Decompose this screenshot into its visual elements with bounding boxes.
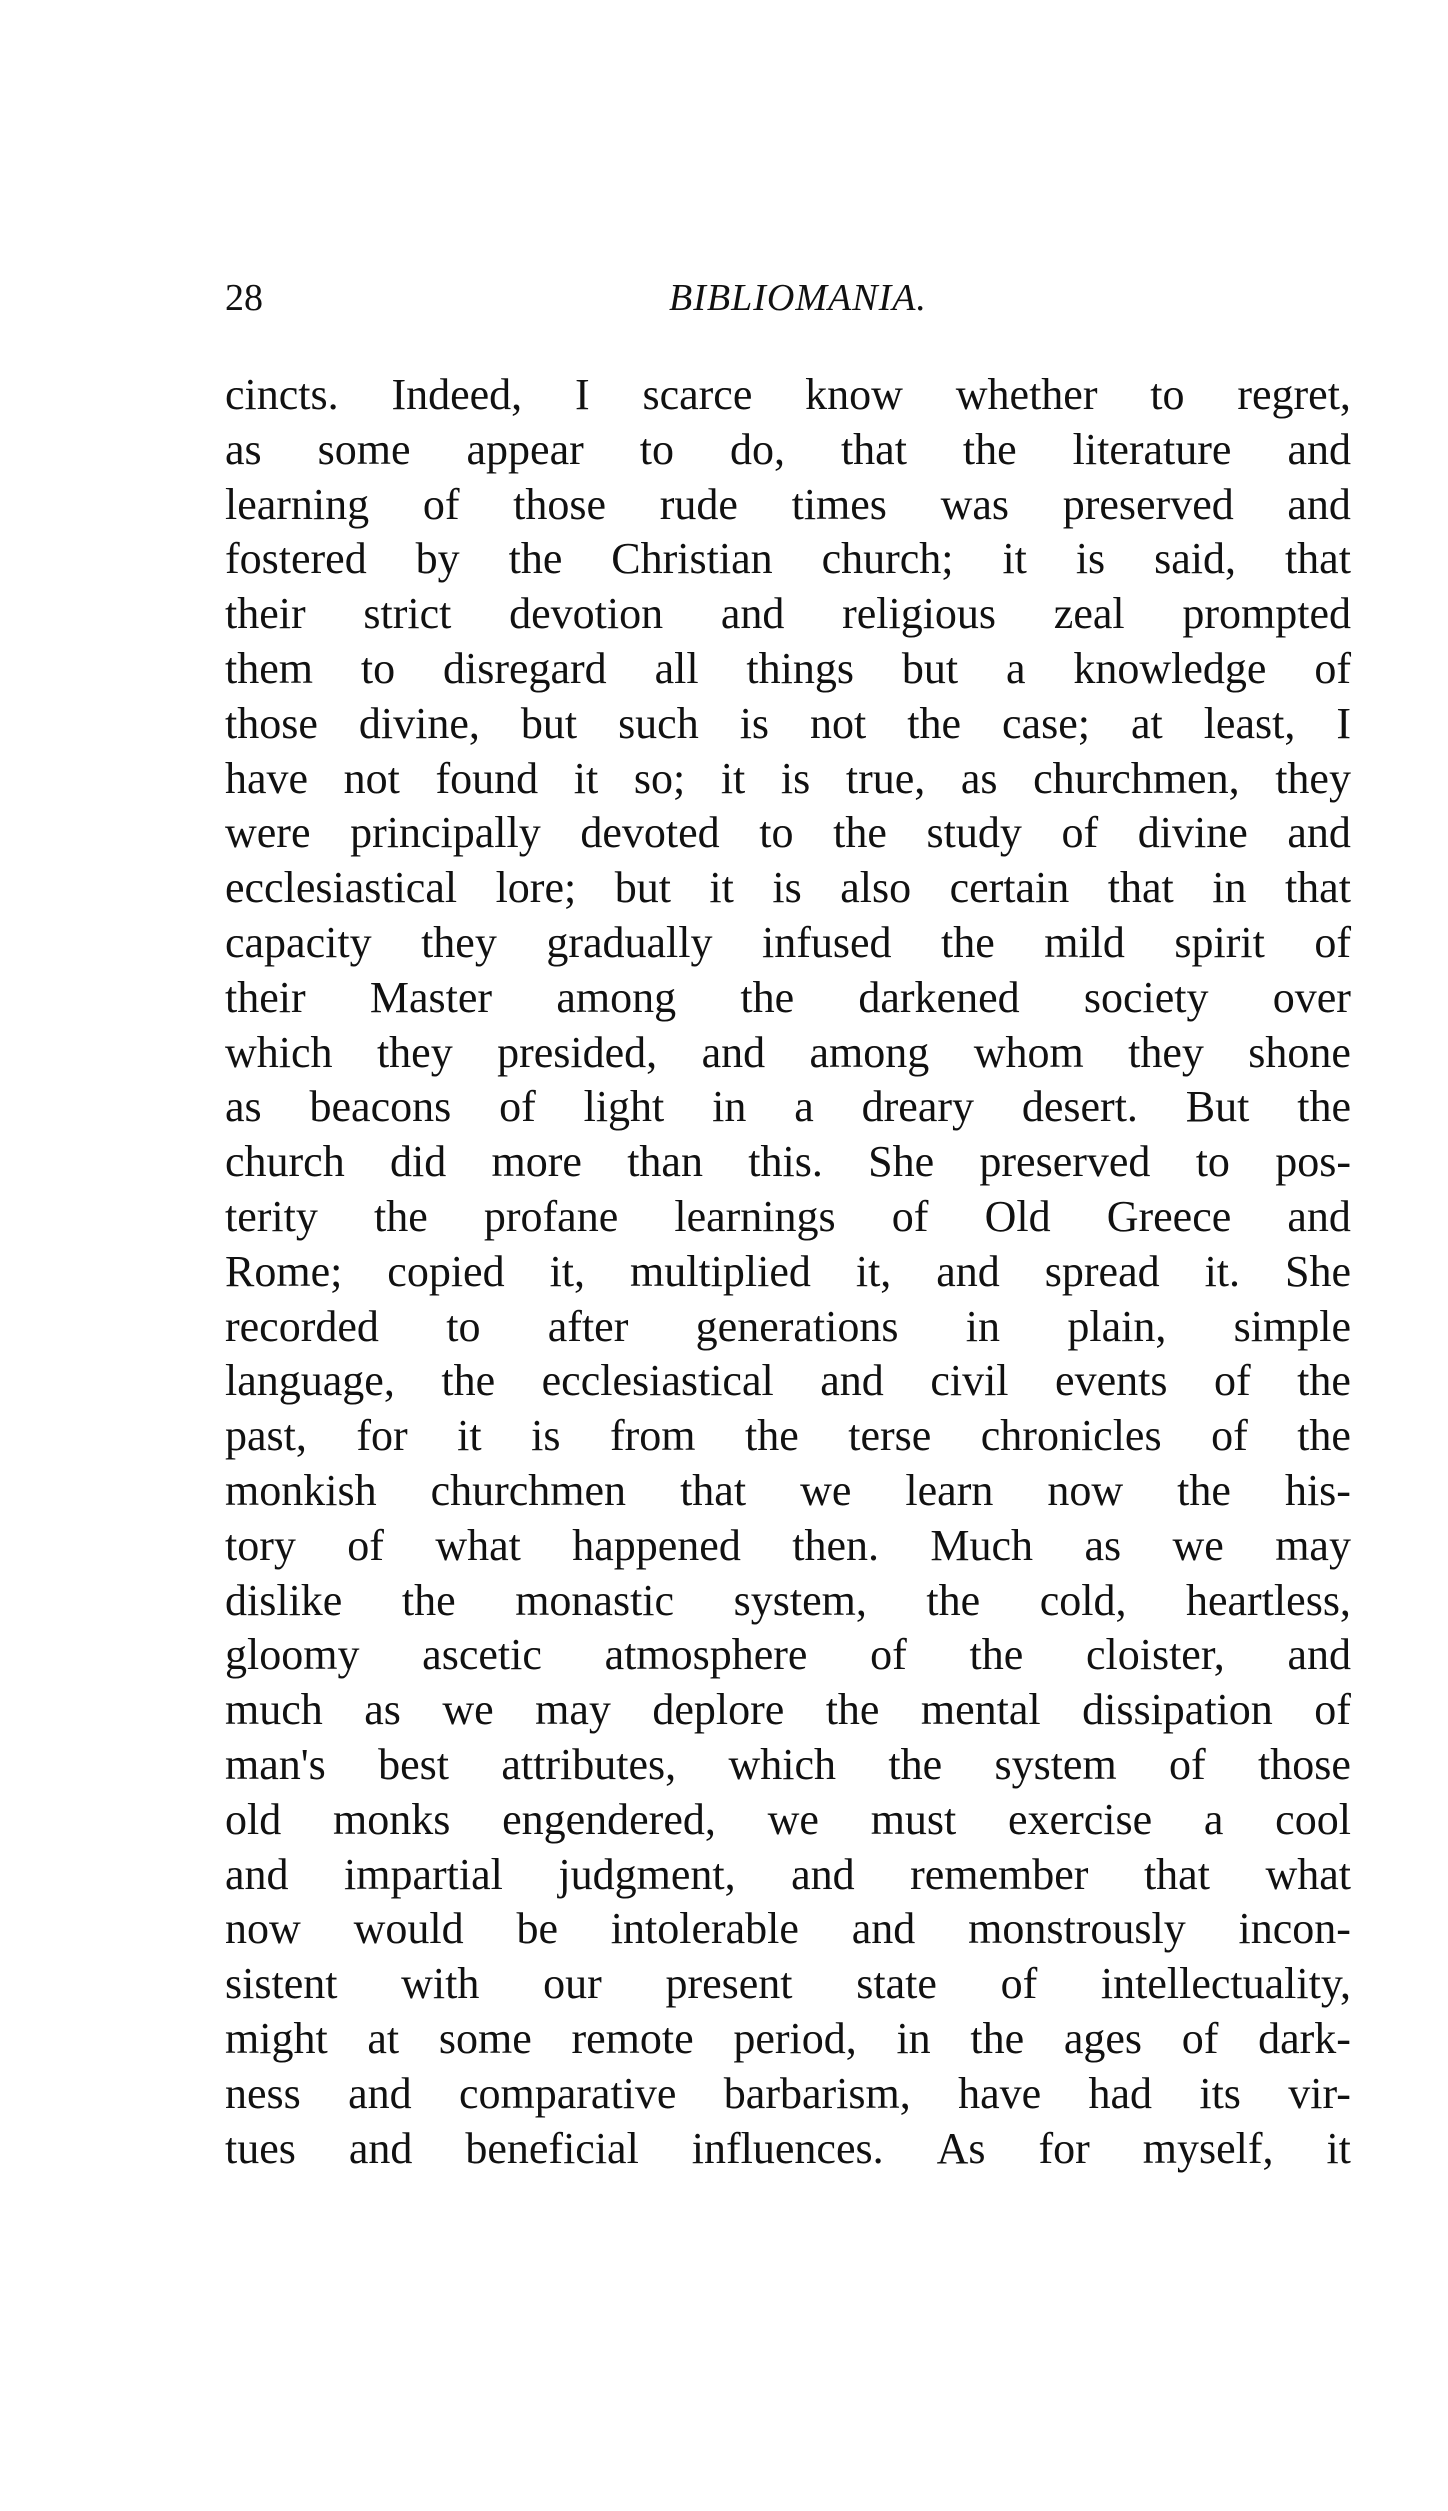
text-line: terity the profane learnings of Old Greece and [225,1191,1351,1241]
text-line: them to disregard all things but a knowledge of [225,643,1351,693]
text-line: dislike the monastic system, the cold, heartless, [225,1575,1351,1625]
running-head [225,276,1351,336]
text-line: now would be intolerable and monstrously incon- [225,1904,1351,1954]
text-line: tory of what happened then. Much as we may [225,1520,1351,1570]
text-line: ness and comparative barbarism, have had its vir- [225,2068,1351,2118]
text-line: ecclesiastical lore; but it is also certain that in that [225,863,1351,913]
text-line: much as we may deplore the mental dissipation of [225,1685,1351,1735]
text-line: capacity they gradually infused the mild spirit of [225,917,1351,967]
text-line: fostered by the Christian church; it is said, that [225,534,1351,584]
text-line: and impartial judgment, and remember that what [225,1849,1351,1899]
text-line: were principally devoted to the study of divine and [225,808,1351,858]
text-line: Rome; copied it, multiplied it, and spread it. She [225,1246,1351,1296]
text-line: their Master among the darkened society over [225,972,1351,1022]
text-line: tues and beneficial influences. As for myself, it [225,2123,1351,2173]
text-line: those divine, but such is not the case; at least, I [225,698,1351,748]
text-line: might at some remote period, in the ages of dark- [225,2013,1351,2063]
text-line: language, the ecclesiastical and civil events of the [225,1356,1351,1406]
text-line: man's best attributes, which the system of those [225,1739,1351,1789]
text-line: as some appear to do, that the literature and [225,424,1351,474]
text-line: learning of those rude times was preserved and [225,479,1351,529]
text-line: church did more than this. She preserved to pos- [225,1137,1351,1187]
page-number: 28 [225,277,263,319]
text-line: as beacons of light in a dreary desert. But the [225,1082,1351,1132]
running-title: BIBLIOMANIA. [669,277,927,319]
text-line: monkish churchmen that we learn now the his- [225,1465,1351,1515]
text-line: their strict devotion and religious zeal prompted [225,589,1351,639]
text-line: cincts. Indeed, I scarce know whether to regret, [225,370,1351,419]
body-paragraph [225,368,1351,2176]
text-line: recorded to after generations in plain, simple [225,1301,1351,1351]
text-line: have not found it so; it is true, as churchmen, they [225,753,1351,803]
text-line: old monks engendered, we must exercise a cool [225,1794,1351,1844]
text-line: gloomy ascetic atmosphere of the cloister, and [225,1630,1351,1680]
text-line: sistent with our present state of intellectuality, [225,1959,1351,2009]
text-line: past, for it is from the terse chronicles of the [225,1411,1351,1461]
text-line: which they presided, and among whom they shone [225,1027,1351,1077]
